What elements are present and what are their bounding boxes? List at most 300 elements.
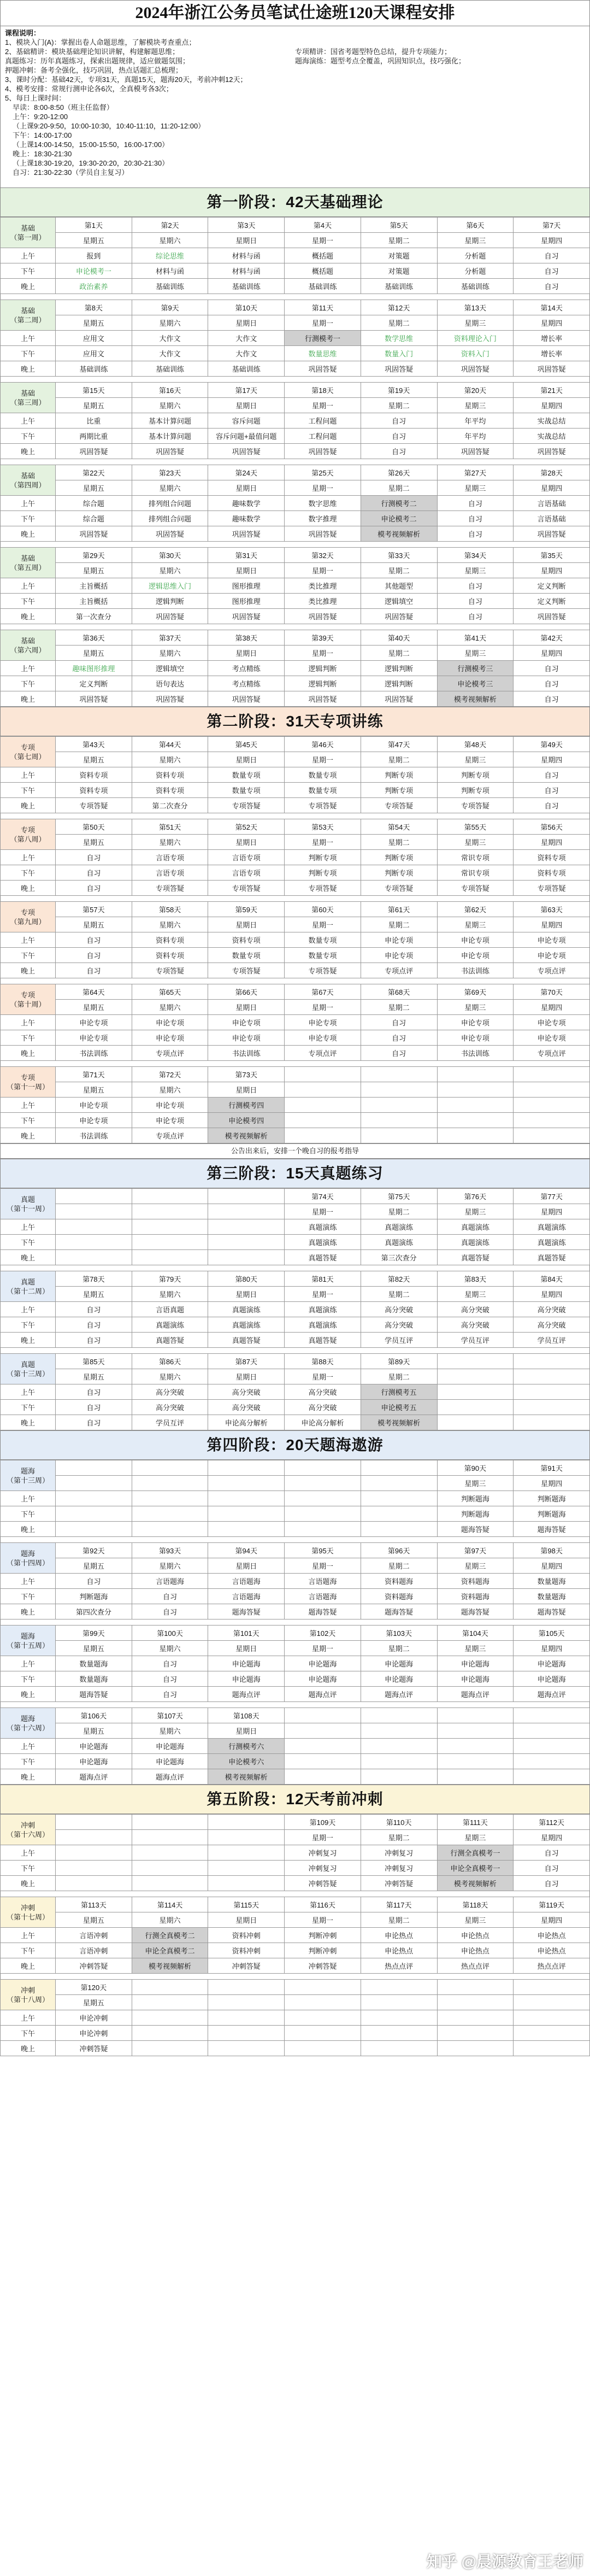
pm-row — [1, 865, 590, 881]
slot-label: 上午 — [1, 1219, 56, 1235]
pm-row — [1, 429, 590, 444]
page-title: 2024年浙江公务员笔试仕途班120天课程安排 — [0, 0, 590, 26]
schedule-cell — [437, 2010, 514, 2026]
schedule-cell — [437, 1384, 514, 1400]
slot-label: 晚上 — [1, 1687, 56, 1702]
pm-row — [1, 346, 590, 361]
schedule-cell: 题海点评 — [437, 1687, 514, 1702]
schedule-cell: 申论题海 — [285, 1656, 361, 1671]
schedule-cell — [132, 1219, 208, 1235]
schedule-cell: 应用文 — [56, 346, 132, 361]
schedule-cell — [437, 1769, 514, 1785]
schedule-cell: 星期四 — [514, 563, 590, 578]
week-spacer — [0, 1265, 590, 1271]
schedule-cell: 星期一 — [285, 917, 361, 932]
schedule-cell: 第43天 — [56, 737, 132, 752]
schedule-cell: 申论专项 — [514, 1030, 590, 1046]
slot-label: 晚上 — [1, 361, 56, 377]
schedule-cell: 星期二 — [361, 398, 437, 413]
slot-label: 晚上 — [1, 1250, 56, 1265]
schedule-cell: 巩固答疑 — [437, 444, 514, 459]
schedule-cell: 自习 — [56, 1400, 132, 1415]
schedule-cell — [285, 1708, 361, 1723]
schedule-cell: 书法训练 — [437, 1046, 514, 1061]
pm-row — [1, 1030, 590, 1046]
schedule-cell: 第三次查分 — [361, 1250, 437, 1265]
schedule-cell: 第51天 — [132, 819, 208, 835]
day-row — [1, 1271, 590, 1287]
schedule-cell — [56, 1219, 132, 1235]
schedule-cell: 星期三 — [437, 917, 514, 932]
schedule-cell: 第119天 — [514, 1897, 590, 1912]
schedule-cell: 星期二 — [361, 480, 437, 496]
schedule-cell: 申论题海 — [514, 1671, 590, 1687]
schedule-cell: 增长率 — [514, 331, 590, 346]
schedule-cell: 申论热点 — [437, 1943, 514, 1958]
week-label: 基础 （第五周） — [1, 548, 56, 578]
schedule-cell: 定义判断 — [514, 578, 590, 594]
schedule-cell: 申论冲刺 — [56, 2010, 132, 2026]
schedule-cell: 第78天 — [56, 1271, 132, 1287]
am-row — [1, 248, 590, 263]
day-row — [1, 1543, 590, 1558]
schedule-cell: 巩固答疑 — [361, 361, 437, 377]
schedule-cell: 第79天 — [132, 1271, 208, 1287]
schedule-cell: 星期三 — [437, 563, 514, 578]
schedule-cell — [56, 1235, 132, 1250]
schedule-cell: 第104天 — [437, 1626, 514, 1641]
schedule-cell — [437, 1739, 514, 1754]
eve-row — [1, 279, 590, 294]
schedule-cell: 第28天 — [514, 465, 590, 480]
schedule-cell: 星期六 — [132, 563, 208, 578]
schedule-cell: 自习 — [514, 1876, 590, 1891]
day-row — [1, 300, 590, 315]
schedule-cell: 真题答疑 — [285, 1250, 361, 1265]
schedule-cell: 申论专项 — [132, 1113, 208, 1128]
schedule-cell: 星期六 — [132, 1000, 208, 1015]
schedule-cell — [56, 1830, 132, 1845]
schedule-cell: 第120天 — [56, 1980, 132, 1995]
schedule-cell: 巩固答疑 — [361, 691, 437, 707]
weekday-row — [1, 1830, 590, 1845]
schedule-cell: 自习 — [56, 1333, 132, 1348]
am-row — [1, 850, 590, 865]
schedule-cell: 数学思维 — [361, 331, 437, 346]
slot-label: 晚上 — [1, 1876, 56, 1891]
schedule-cell — [285, 1460, 361, 1476]
schedule-cell — [361, 2026, 437, 2041]
schedule-cell: 第55天 — [437, 819, 514, 835]
schedule-cell — [437, 1754, 514, 1769]
schedule-cell — [437, 1082, 514, 1098]
notice-text: 公告出来后，安排一个晚自习的报考指导 — [0, 1143, 590, 1159]
schedule-cell: 第111天 — [437, 1815, 514, 1830]
schedule-cell: 星期日 — [208, 646, 285, 661]
schedule-cell: 申论专项 — [132, 1030, 208, 1046]
week-spacer — [0, 624, 590, 630]
schedule-cell: 星期一 — [285, 1000, 361, 1015]
week-spacer — [0, 978, 590, 984]
day-row — [1, 630, 590, 646]
weekday-row — [1, 1912, 590, 1928]
schedule-cell: 巩固答疑 — [132, 444, 208, 459]
schedule-cell: 概括题 — [285, 248, 361, 263]
schedule-cell: 第88天 — [285, 1354, 361, 1369]
week-label: 冲刺 （第十六周） — [1, 1815, 56, 1845]
week-label: 冲刺 （第十八周） — [1, 1980, 56, 2010]
schedule-cell: 星期四 — [514, 1287, 590, 1302]
schedule-cell: 申论题海 — [437, 1671, 514, 1687]
schedule-cell: 专项答疑 — [285, 881, 361, 896]
am-row — [1, 1574, 590, 1589]
week-label: 基础 （第三周） — [1, 383, 56, 413]
schedule-cell: 冲刺复习 — [285, 1845, 361, 1861]
schedule-cell: 实战总结 — [514, 413, 590, 429]
schedule-cell: 专项点评 — [132, 1046, 208, 1061]
schedule-cell: 资料专项 — [132, 932, 208, 948]
slot-label: 上午 — [1, 1656, 56, 1671]
week-label: 题海 （第十五周） — [1, 1626, 56, 1656]
schedule-cell: 申论全真模考二 — [132, 1943, 208, 1958]
pm-row — [1, 1943, 590, 1958]
schedule-cell: 言语题海 — [208, 1574, 285, 1589]
schedule-cell: 第6天 — [437, 218, 514, 233]
pm-row — [1, 948, 590, 963]
schedule-cell: 第52天 — [208, 819, 285, 835]
schedule-cell: 行测模考六 — [208, 1739, 285, 1754]
schedule-cell: 题海答疑 — [361, 1604, 437, 1619]
pm-row — [1, 1754, 590, 1769]
weekday-row — [1, 1641, 590, 1656]
schedule-cell: 基础训练 — [285, 279, 361, 294]
schedule-cell — [361, 1769, 437, 1785]
weekday-row — [1, 646, 590, 661]
eve-row — [1, 1046, 590, 1061]
schedule-cell: 星期三 — [437, 1204, 514, 1219]
slot-label: 晚上 — [1, 1769, 56, 1785]
am-row — [1, 1302, 590, 1317]
schedule-cell — [514, 1723, 590, 1739]
slot-label: 下午 — [1, 511, 56, 526]
schedule-cell: 趣味数学 — [208, 511, 285, 526]
schedule-cell: 高分突破 — [514, 1317, 590, 1333]
schedule-cell: 星期四 — [514, 752, 590, 767]
schedule-cell: 第二次查分 — [132, 798, 208, 813]
slot-label: 晚上 — [1, 279, 56, 294]
schedule-cell: 判断专项 — [437, 783, 514, 798]
schedule-cell: 第2天 — [132, 218, 208, 233]
schedule-cell — [208, 1491, 285, 1506]
slot-label: 下午 — [1, 865, 56, 881]
schedule-cell: 模考视频解析 — [437, 691, 514, 707]
schedule-cell — [208, 1980, 285, 1995]
schedule-cell: 第32天 — [285, 548, 361, 563]
slot-label: 上午 — [1, 932, 56, 948]
day-row — [1, 1067, 590, 1082]
schedule-cell: 高分突破 — [132, 1400, 208, 1415]
schedule-cell: 第5天 — [361, 218, 437, 233]
schedule-cell: 专项点评 — [514, 1046, 590, 1061]
schedule-cell: 第59天 — [208, 902, 285, 917]
schedule-cell: 第38天 — [208, 630, 285, 646]
week-table — [0, 1814, 590, 1891]
weekday-row — [1, 315, 590, 331]
schedule-cell: 资料题海 — [361, 1574, 437, 1589]
week-label: 基础 （第一周） — [1, 218, 56, 248]
schedule-cell: 第17天 — [208, 383, 285, 398]
schedule-cell: 星期六 — [132, 917, 208, 932]
schedule-cell: 申论题海 — [285, 1671, 361, 1687]
eve-row — [1, 1333, 590, 1348]
schedule-cell: 第98天 — [514, 1543, 590, 1558]
slot-label: 下午 — [1, 1943, 56, 1958]
schedule-cell: 星期一 — [285, 315, 361, 331]
schedule-cell: 第50天 — [56, 819, 132, 835]
schedule-cell: 星期二 — [361, 315, 437, 331]
slot-label: 晚上 — [1, 444, 56, 459]
schedule-cell: 大作文 — [132, 331, 208, 346]
schedule-cell — [514, 1098, 590, 1113]
schedule-cell: 第99天 — [56, 1626, 132, 1641]
schedule-cell — [514, 1128, 590, 1143]
schedule-cell: 资料入门 — [437, 346, 514, 361]
schedule-cell: 巩固答疑 — [208, 691, 285, 707]
schedule-cell: 申论专项 — [208, 1030, 285, 1046]
day-row — [1, 737, 590, 752]
schedule-cell: 第37天 — [132, 630, 208, 646]
schedule-cell — [56, 1491, 132, 1506]
schedule-cell — [514, 1739, 590, 1754]
slot-label: 下午 — [1, 263, 56, 279]
schedule-cell: 第118天 — [437, 1897, 514, 1912]
schedule-cell — [437, 1067, 514, 1082]
schedule-cell: 星期一 — [285, 1204, 361, 1219]
schedule-cell — [132, 1189, 208, 1204]
schedule-cell: 申论模考六 — [208, 1754, 285, 1769]
schedule-cell: 星期三 — [437, 835, 514, 850]
weekday-row — [1, 1476, 590, 1491]
schedule-cell: 申论专项 — [285, 1030, 361, 1046]
schedule-cell: 行测全真模考一 — [437, 1845, 514, 1861]
schedule-cell: 大作文 — [132, 346, 208, 361]
schedule-cell: 星期三 — [437, 1558, 514, 1574]
am-row — [1, 578, 590, 594]
schedule-cell: 第31天 — [208, 548, 285, 563]
schedule-cell: 申论专项 — [132, 1098, 208, 1113]
schedule-cell: 巩固答疑 — [56, 526, 132, 542]
schedule-cell: 年平均 — [437, 429, 514, 444]
slot-label: 下午 — [1, 1589, 56, 1604]
schedule-cell: 大作文 — [208, 346, 285, 361]
schedule-cell: 自习 — [361, 1046, 437, 1061]
schedule-cell — [56, 1845, 132, 1861]
slot-label: 晚上 — [1, 1958, 56, 1974]
schedule-cell: 逻辑判断 — [361, 661, 437, 676]
schedule-cell — [285, 1995, 361, 2010]
eve-row — [1, 1415, 590, 1430]
pm-row — [1, 511, 590, 526]
pm-row — [1, 1589, 590, 1604]
day-row — [1, 218, 590, 233]
schedule-cell: 星期二 — [361, 1558, 437, 1574]
schedule-cell: 基础训练 — [361, 279, 437, 294]
schedule-cell: 书法训练 — [56, 1046, 132, 1061]
schedule-cell: 星期五 — [56, 752, 132, 767]
schedule-cell: 资料专项 — [132, 783, 208, 798]
schedule-cell: 分析题 — [437, 263, 514, 279]
schedule-cell: 基础训练 — [208, 361, 285, 377]
schedule-cell — [437, 2026, 514, 2041]
schedule-cell: 数量题海 — [514, 1589, 590, 1604]
schedule-cell: 数量专项 — [285, 783, 361, 798]
slot-label: 上午 — [1, 1739, 56, 1754]
schedule-cell: 两期比重 — [56, 429, 132, 444]
am-row — [1, 1384, 590, 1400]
schedule-cell: 数量专项 — [285, 932, 361, 948]
schedule-cell: 第11天 — [285, 300, 361, 315]
schedule-cell: 自习 — [56, 1574, 132, 1589]
schedule-cell — [437, 1995, 514, 2010]
week-spacer — [0, 896, 590, 901]
schedule-cell: 第69天 — [437, 984, 514, 1000]
schedule-cell: 星期三 — [437, 1912, 514, 1928]
schedule-cell: 真题演练 — [285, 1219, 361, 1235]
schedule-cell: 星期四 — [514, 1641, 590, 1656]
eve-row — [1, 2041, 590, 2056]
am-row — [1, 932, 590, 948]
schedule-cell: 自习 — [132, 1656, 208, 1671]
schedule-cell: 材料与函 — [208, 248, 285, 263]
schedule-cell: 申论专项 — [514, 932, 590, 948]
schedule-cell: 言语冲刺 — [56, 1943, 132, 1958]
schedule-cell: 星期六 — [132, 233, 208, 248]
schedule-cell: 星期日 — [208, 835, 285, 850]
schedule-cell: 言语专项 — [208, 865, 285, 881]
week-table — [0, 1353, 590, 1430]
schedule-cell: 冲刺答疑 — [208, 1958, 285, 1974]
schedule-cell: 自习 — [56, 850, 132, 865]
schedule-cell: 模考视频解析 — [361, 526, 437, 542]
schedule-cell: 第42天 — [514, 630, 590, 646]
schedule-cell: 言语题海 — [132, 1574, 208, 1589]
schedule-cell: 星期六 — [132, 1369, 208, 1384]
schedule-cell — [285, 1113, 361, 1128]
schedule-cell — [361, 2041, 437, 2056]
schedule-cell: 星期五 — [56, 563, 132, 578]
schedule-cell: 题海点评 — [361, 1687, 437, 1702]
schedule-cell: 自习 — [132, 1671, 208, 1687]
schedule-cell — [285, 1980, 361, 1995]
schedule-cell: 专项答疑 — [285, 798, 361, 813]
schedule-cell: 申论题海 — [361, 1671, 437, 1687]
schedule-cell: 申论专项 — [132, 1015, 208, 1030]
schedule-cell: 申论专项 — [514, 1015, 590, 1030]
schedule-cell: 巩固答疑 — [514, 526, 590, 542]
schedule-cell: 星期六 — [132, 1558, 208, 1574]
schedule-cell — [56, 1250, 132, 1265]
schedule-cell: 行测模考一 — [285, 331, 361, 346]
slot-label: 晚上 — [1, 1522, 56, 1537]
schedule-cell: 星期一 — [285, 1641, 361, 1656]
schedule-cell: 第74天 — [285, 1189, 361, 1204]
schedule-cell: 自习 — [514, 1845, 590, 1861]
slot-label: 上午 — [1, 1384, 56, 1400]
schedule-cell — [56, 1189, 132, 1204]
schedule-cell: 冲刺复习 — [361, 1861, 437, 1876]
schedule-cell: 考点精练 — [208, 676, 285, 691]
schedule-cell — [56, 1204, 132, 1219]
schedule-cell: 第103天 — [361, 1626, 437, 1641]
schedule-cell — [208, 1219, 285, 1235]
schedule-cell: 第67天 — [285, 984, 361, 1000]
schedule-cell: 第80天 — [208, 1271, 285, 1287]
schedule-cell: 大作文 — [208, 331, 285, 346]
am-row — [1, 331, 590, 346]
schedule-cell — [437, 1098, 514, 1113]
schedule-cell: 星期二 — [361, 835, 437, 850]
am-row — [1, 1928, 590, 1943]
schedule-cell: 第一次查分 — [56, 609, 132, 624]
schedule-cell: 题海点评 — [285, 1687, 361, 1702]
schedule-cell: 星期五 — [56, 480, 132, 496]
day-row — [1, 1354, 590, 1369]
schedule-cell: 高分突破 — [514, 1302, 590, 1317]
schedule-cell: 政治素养 — [56, 279, 132, 294]
week-label: 专项 （第十周） — [1, 984, 56, 1015]
week-spacer — [0, 1537, 590, 1542]
week-table — [0, 1460, 590, 1537]
schedule-cell: 自习 — [56, 1384, 132, 1400]
schedule-cell: 判断专项 — [361, 850, 437, 865]
schedule-cell: 判断专项 — [361, 865, 437, 881]
schedule-cell: 星期日 — [208, 1082, 285, 1098]
schedule-cell: 星期日 — [208, 398, 285, 413]
slot-label: 下午 — [1, 1671, 56, 1687]
schedule-cell — [56, 1876, 132, 1891]
week-table — [0, 547, 590, 624]
schedule-cell — [285, 1723, 361, 1739]
schedule-cell — [514, 2026, 590, 2041]
schedule-cell: 容斥问题+最值问题 — [208, 429, 285, 444]
schedule-cell: 星期一 — [285, 835, 361, 850]
schedule-cell: 星期六 — [132, 835, 208, 850]
schedule-cell: 第63天 — [514, 902, 590, 917]
schedule-cell — [208, 2041, 285, 2056]
schedule-cell: 第12天 — [361, 300, 437, 315]
week-table — [0, 901, 590, 978]
schedule-cell — [437, 1980, 514, 1995]
schedule-cell — [285, 1754, 361, 1769]
schedule-cell: 自习 — [132, 1687, 208, 1702]
schedule-cell — [514, 1980, 590, 1995]
schedule-cell: 真题演练 — [437, 1235, 514, 1250]
schedule-cell: 星期五 — [56, 1995, 132, 2010]
week-label: 题海 （第十六周） — [1, 1708, 56, 1739]
weekday-row — [1, 480, 590, 496]
schedule-cell: 自习 — [56, 1415, 132, 1430]
schedule-cell: 申论模考五 — [361, 1400, 437, 1415]
pm-row — [1, 1861, 590, 1876]
schedule-cell: 定义判断 — [514, 594, 590, 609]
am-row — [1, 1098, 590, 1113]
schedule-cell — [437, 1354, 514, 1369]
schedule-cell — [285, 2041, 361, 2056]
schedule-cell: 排列组合问题 — [132, 496, 208, 511]
schedule-cell: 巩固答疑 — [208, 444, 285, 459]
schedule-cell — [132, 2026, 208, 2041]
schedule-cell: 第71天 — [56, 1067, 132, 1082]
